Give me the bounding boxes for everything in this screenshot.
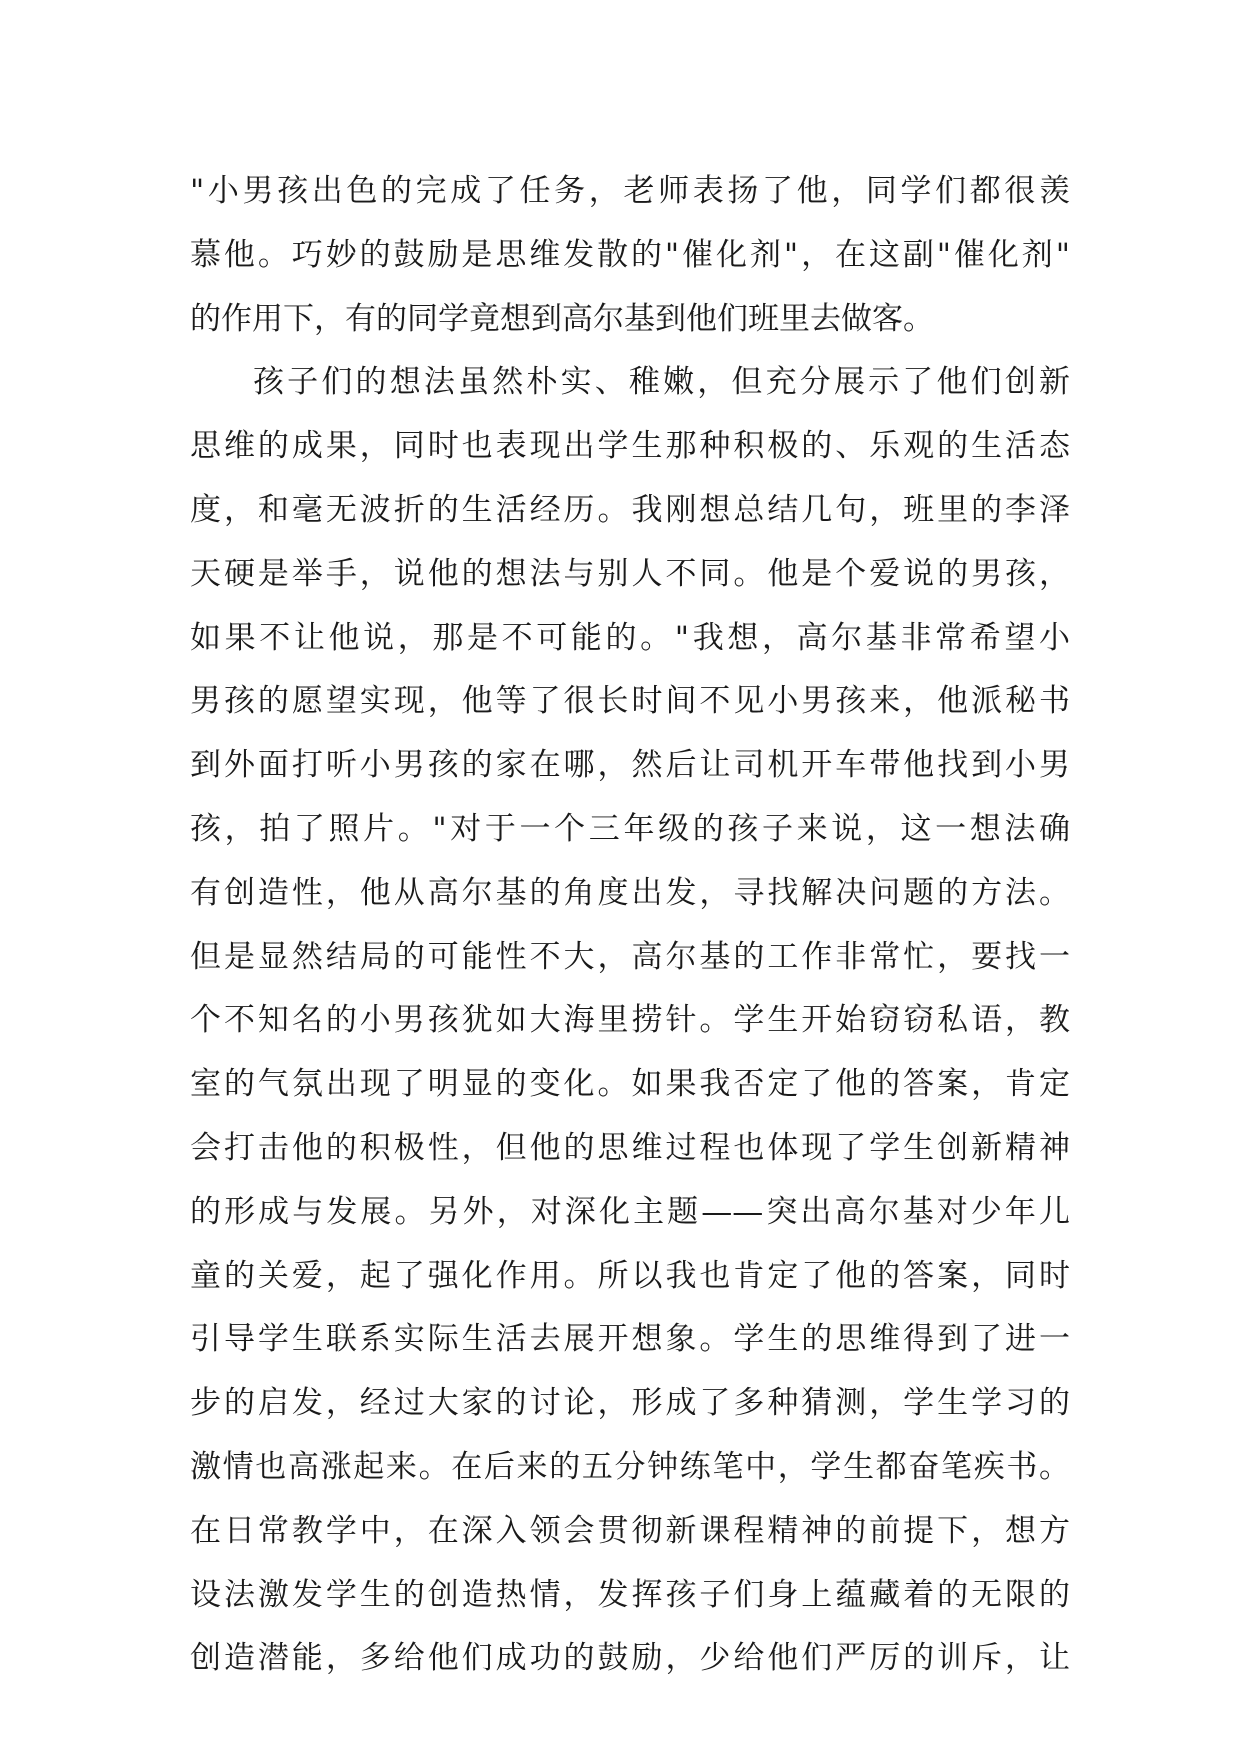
- text-line: 思维的成果，同时也表现出学生那种积极的、乐观的生活态: [190, 428, 1070, 465]
- text-line: 到外面打听小男孩的家在哪，然后让司机开车带他找到小男: [190, 747, 1070, 784]
- text-line: 设法激发学生的创造热情，发挥孩子们身上蕴藏着的无限的: [190, 1576, 1070, 1613]
- text-line: 如果不让他说，那是不可能的。"我想，高尔基非常希望小: [190, 619, 1070, 656]
- text-line: 男孩的愿望实现，他等了很长时间不见小男孩来，他派秘书: [190, 683, 1070, 720]
- text-line: 童的关爱，起了强化作用。所以我也肯定了他的答案，同时: [190, 1257, 1070, 1294]
- text-line: 慕他。巧妙的鼓励是思维发散的"催化剂"，在这副"催化剂": [190, 236, 1070, 273]
- text-line: 步的启发，经过大家的讨论，形成了多种猜测，学生学习的: [190, 1385, 1070, 1422]
- text-line: 孩，拍了照片。"对于一个三年级的孩子来说，这一想法确: [190, 810, 1070, 847]
- text-line: 个不知名的小男孩犹如大海里捞针。学生开始窃窃私语，教: [190, 1002, 1070, 1039]
- text-line: 有创造性，他从高尔基的角度出发，寻找解决问题的方法。: [190, 874, 1070, 911]
- body-text: [190, 160, 1070, 1691]
- text-line: 的形成与发展。另外，对深化主题——突出高尔基对少年儿: [190, 1193, 1070, 1230]
- text-line: 会打击他的积极性，但他的思维过程也体现了学生创新精神: [190, 1129, 1070, 1166]
- text-line: 但是显然结局的可能性不大，高尔基的工作非常忙，要找一: [190, 938, 1070, 975]
- paragraph-first-line: 孩子们的想法虽然朴实、稚嫩，但充分展示了他们创新: [253, 364, 1070, 401]
- text-line: 度，和毫无波折的生活经历。我刚想总结几句，班里的李泽: [190, 491, 1070, 528]
- text-line: 创造潜能，多给他们成功的鼓励，少给他们严厉的训斥，让: [190, 1640, 1070, 1677]
- text-line: 引导学生联系实际生活去展开想象。学生的思维得到了进一: [190, 1321, 1070, 1358]
- text-line: 激情也高涨起来。在后来的五分钟练笔中，学生都奋笔疾书。: [190, 1448, 1070, 1485]
- text-line: 天硬是举手，说他的想法与别人不同。他是个爱说的男孩，: [190, 555, 1070, 592]
- text-line: 在日常教学中，在深入领会贯彻新课程精神的前提下，想方: [190, 1512, 1070, 1549]
- text-line: 室的气氛出现了明显的变化。如果我否定了他的答案，肯定: [190, 1066, 1070, 1103]
- text-line: "小男孩出色的完成了任务，老师表扬了他，同学们都很羡: [190, 173, 1070, 209]
- text-line: 的作用下，有的同学竟想到高尔基到他们班里去做客。: [190, 300, 934, 337]
